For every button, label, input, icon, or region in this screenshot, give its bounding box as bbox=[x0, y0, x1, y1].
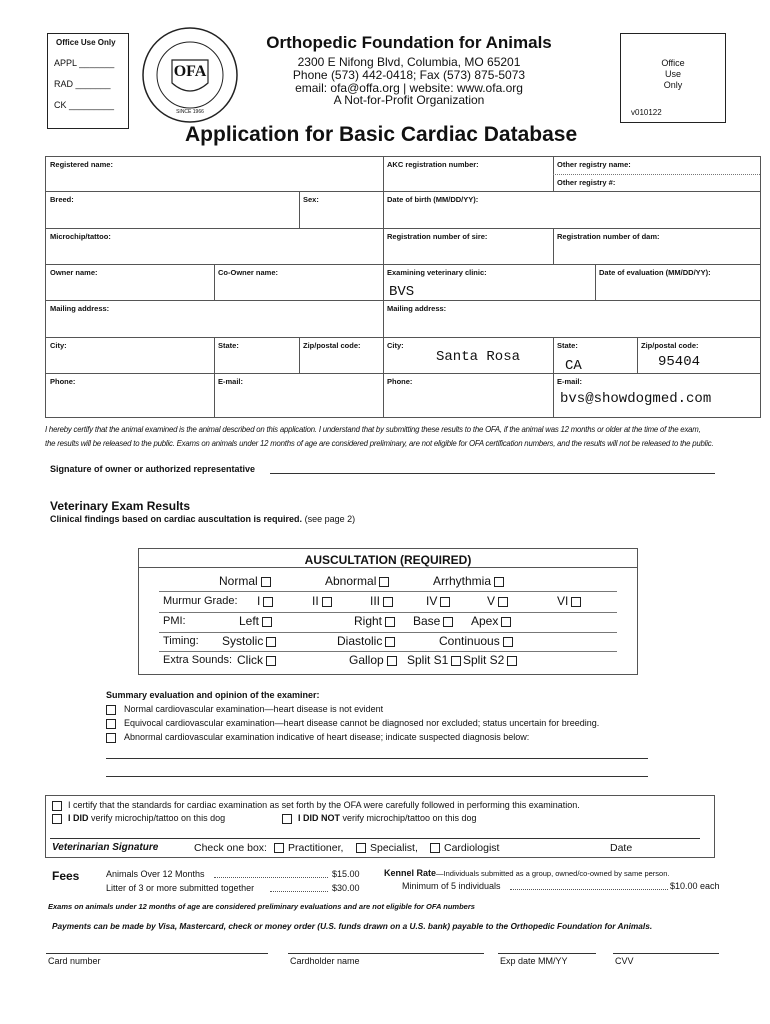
did-rest: verify microchip/tattoo on this dog bbox=[88, 813, 226, 823]
split-s2-option[interactable] bbox=[463, 653, 517, 667]
pmi-base-label: Base bbox=[413, 614, 441, 628]
other-registry-number-label[interactable]: Other registry #: bbox=[557, 178, 616, 187]
auscultation-title: AUSCULTATION (REQUIRED) bbox=[304, 553, 472, 567]
grade-label: IV bbox=[426, 594, 438, 608]
summary-option-normal[interactable] bbox=[106, 704, 383, 715]
continuous-option[interactable] bbox=[439, 634, 513, 648]
fees-heading: Fees bbox=[52, 869, 80, 883]
owner-email-label[interactable]: E-mail: bbox=[218, 377, 244, 386]
owner-state-label[interactable]: State: bbox=[218, 341, 239, 350]
grade-i-option[interactable] bbox=[257, 594, 273, 608]
date-label: Date bbox=[610, 842, 633, 854]
card-number-line[interactable] bbox=[46, 953, 268, 954]
diagnosis-line-1[interactable] bbox=[106, 758, 648, 759]
cvv-line[interactable] bbox=[613, 953, 719, 954]
pmi-base-checkbox[interactable] bbox=[443, 617, 453, 627]
org-address: 2300 E Nifong Blvd, Columbia, MO 65201 bbox=[297, 55, 521, 69]
pmi-label: PMI: bbox=[163, 615, 186, 627]
office-line3: Only bbox=[663, 80, 683, 90]
pmi-apex-option[interactable] bbox=[471, 614, 511, 628]
grade-label: III bbox=[370, 594, 381, 608]
cvv-label: CVV bbox=[615, 956, 634, 966]
did-label: I DID bbox=[68, 813, 89, 823]
vet-zip-value[interactable]: 95404 bbox=[658, 354, 701, 370]
vet-email-value[interactable]: bvs@showdogmed.com bbox=[560, 391, 712, 407]
summary-abnormal-label: Abnormal cardiovascular examination indicative of heart disease; indicate suspected diagnosis below: bbox=[124, 732, 530, 742]
split-s1-label: Split S1 bbox=[407, 653, 449, 667]
click-checkbox[interactable] bbox=[266, 656, 276, 666]
summary-option-equivocal[interactable] bbox=[106, 718, 599, 729]
summary-heading: Summary evaluation and opinion of the examiner: bbox=[106, 690, 320, 700]
normal-label: Normal bbox=[219, 574, 258, 588]
check-one-label: Check one box: bbox=[194, 842, 267, 854]
summary-option-abnormal[interactable] bbox=[106, 732, 529, 743]
kennel-min-label: Minimum of 5 individuals bbox=[402, 881, 501, 891]
gallop-option[interactable] bbox=[349, 653, 397, 667]
sex-label[interactable]: Sex: bbox=[303, 195, 319, 204]
grade-iii-option[interactable] bbox=[370, 594, 393, 608]
continuous-label: Continuous bbox=[439, 634, 500, 648]
breed-label[interactable]: Breed: bbox=[50, 195, 74, 204]
summary-normal-checkbox[interactable] bbox=[106, 705, 116, 715]
owner-city-label[interactable]: City: bbox=[50, 341, 67, 350]
timing-label: Timing: bbox=[163, 635, 199, 647]
eval-date-label[interactable]: Date of evaluation (MM/DD/YY): bbox=[599, 268, 711, 277]
kennel-min-price: $10.00 each bbox=[670, 881, 720, 891]
owner-certify-line2: the results will be released to the public. Exams on animals under 12 months of age are considered preliminary, are not eligible for OFA certification numbers, and the results will not be released to the public. bbox=[45, 439, 714, 448]
vet-signature-label: Veterinarian Signature bbox=[52, 842, 159, 853]
gallop-checkbox[interactable] bbox=[387, 656, 397, 666]
pmi-base-option[interactable] bbox=[413, 614, 453, 628]
grade-checkbox[interactable] bbox=[571, 597, 581, 607]
sire-registration-label[interactable]: Registration number of sire: bbox=[387, 232, 488, 241]
vet-certify-checkbox[interactable] bbox=[52, 801, 62, 811]
vet-results-heading: Veterinary Exam Results bbox=[50, 499, 191, 513]
grade-label: V bbox=[487, 594, 496, 608]
fee-litter-price: $30.00 bbox=[332, 883, 360, 893]
normal-checkbox[interactable] bbox=[261, 577, 271, 587]
fee-over12-label: Animals Over 12 Months bbox=[106, 869, 205, 879]
ck-field[interactable]: CK _________ bbox=[54, 100, 115, 110]
cardholder-line[interactable] bbox=[288, 953, 484, 954]
pmi-right-option[interactable] bbox=[354, 614, 395, 628]
vet-state-label[interactable]: State: bbox=[557, 341, 578, 350]
owner-signature-line[interactable] bbox=[270, 473, 715, 474]
cardiologist-checkbox[interactable] bbox=[430, 843, 440, 853]
cardholder-label: Cardholder name bbox=[290, 956, 360, 966]
vet-city-label[interactable]: City: bbox=[387, 341, 404, 350]
summary-equivocal-checkbox[interactable] bbox=[106, 719, 116, 729]
office-line2: Use bbox=[664, 69, 681, 79]
systolic-option[interactable] bbox=[222, 634, 276, 648]
akc-label[interactable]: AKC registration number: bbox=[387, 160, 479, 169]
systolic-checkbox[interactable] bbox=[266, 637, 276, 647]
org-phone: Phone (573) 442-0418; Fax (573) 875-5073 bbox=[292, 68, 526, 82]
vet-certify-label: I certify that the standards for cardiac examination as set forth by the OFA were carefully followed in performing this examination. bbox=[68, 800, 580, 810]
exp-date-label: Exp date MM/YY bbox=[500, 956, 568, 966]
diastolic-checkbox[interactable] bbox=[385, 637, 395, 647]
practitioner-label: Practitioner, bbox=[288, 842, 344, 854]
normal-option[interactable] bbox=[219, 574, 271, 588]
summary-equivocal-label: Equivocal cardiovascular examination—heart disease cannot be diagnosed nor excluded; status uncertain for breeding. bbox=[124, 718, 600, 728]
split-s2-checkbox[interactable] bbox=[507, 656, 517, 666]
grade-v-option[interactable] bbox=[487, 594, 508, 608]
kennel-rate bbox=[384, 868, 669, 878]
vet-email-label[interactable]: E-mail: bbox=[557, 377, 583, 386]
registration-form bbox=[45, 156, 761, 418]
murmur-grade-label: Murmur Grade: bbox=[163, 595, 238, 607]
specialist-checkbox[interactable] bbox=[356, 843, 366, 853]
grade-checkbox[interactable] bbox=[322, 597, 332, 607]
split-s1-checkbox[interactable] bbox=[451, 656, 461, 666]
click-option[interactable] bbox=[237, 653, 276, 667]
split-s2-label: Split S2 bbox=[463, 653, 505, 667]
cardiologist-option[interactable] bbox=[430, 842, 499, 854]
vet-phone-label[interactable]: Phone: bbox=[387, 377, 413, 386]
microchip-label[interactable]: Microchip/tattoo: bbox=[50, 232, 111, 241]
split-s1-option[interactable] bbox=[407, 653, 461, 667]
auscultation-box bbox=[138, 548, 638, 675]
vet-results-subheading bbox=[50, 514, 355, 524]
owner-name-label[interactable]: Owner name: bbox=[50, 268, 98, 277]
did-not-verify-option[interactable] bbox=[282, 813, 477, 824]
abnormal-checkbox[interactable] bbox=[379, 577, 389, 587]
vet-certify-option[interactable] bbox=[52, 800, 580, 811]
office-use-box-left bbox=[47, 33, 129, 129]
pmi-left-checkbox[interactable] bbox=[262, 617, 272, 627]
continuous-checkbox[interactable] bbox=[503, 637, 513, 647]
kennel-rate-label: Kennel Rate bbox=[384, 868, 437, 878]
fee-litter-label: Litter of 3 or more submitted together bbox=[106, 883, 255, 893]
fee-over12-price: $15.00 bbox=[332, 869, 360, 879]
diastolic-option[interactable] bbox=[337, 634, 395, 648]
abnormal-option[interactable] bbox=[325, 574, 389, 588]
page-title: Application for Basic Cardiac Database bbox=[185, 123, 578, 146]
cardiologist-label: Cardiologist bbox=[444, 842, 500, 854]
did-verify-checkbox[interactable] bbox=[52, 814, 62, 824]
practitioner-checkbox[interactable] bbox=[274, 843, 284, 853]
exp-date-line[interactable] bbox=[498, 953, 596, 954]
grade-iv-option[interactable] bbox=[426, 594, 450, 608]
abnormal-label: Abnormal bbox=[325, 574, 377, 588]
summary-abnormal-checkbox[interactable] bbox=[106, 733, 116, 743]
specialist-option[interactable] bbox=[356, 842, 418, 854]
vet-results-required: Clinical findings based on cardiac auscultation is required. bbox=[50, 514, 303, 524]
card-number-label: Card number bbox=[48, 956, 101, 966]
diagnosis-line-2[interactable] bbox=[106, 776, 648, 777]
dob-label[interactable]: Date of birth (MM/DD/YY): bbox=[387, 195, 479, 204]
grade-ii-option[interactable] bbox=[312, 594, 332, 608]
owner-phone-label[interactable]: Phone: bbox=[50, 377, 76, 386]
did-verify-option[interactable] bbox=[52, 813, 225, 824]
did-not-rest: verify microchip/tattoo on this dog bbox=[340, 813, 477, 823]
version-label: v010122 bbox=[631, 108, 662, 117]
payment-note: Payments can be made by Visa, Mastercard, check or money order (U.S. funds drawn on a U.S. bank) payable to the Orthopedic Foundation for Animals. bbox=[52, 921, 653, 931]
org-name: Orthopedic Foundation for Animals bbox=[266, 33, 552, 52]
arrhythmia-option[interactable] bbox=[433, 574, 504, 588]
grade-label: II bbox=[312, 594, 319, 608]
owner-zip-label[interactable]: Zip/postal code: bbox=[303, 341, 361, 350]
fees-note: Exams on animals under 12 months of age are considered preliminary evaluations and are not eligible for OFA numbers bbox=[48, 902, 475, 911]
pmi-right-label: Right bbox=[354, 614, 383, 628]
grade-checkbox[interactable] bbox=[263, 597, 273, 607]
vet-mailing-label[interactable]: Mailing address: bbox=[387, 304, 447, 313]
vet-zip-label[interactable]: Zip/postal code: bbox=[641, 341, 699, 350]
vet-certification-box bbox=[45, 795, 715, 858]
systolic-label: Systolic bbox=[222, 634, 264, 648]
pmi-left-label: Left bbox=[239, 614, 260, 628]
office-use-box-right bbox=[620, 33, 726, 123]
kennel-rate-desc: —Individuals submitted as a group, owned/co-owned by same person. bbox=[436, 869, 670, 878]
clinic-label[interactable]: Examining veterinary clinic: bbox=[387, 268, 487, 277]
pmi-apex-checkbox[interactable] bbox=[501, 617, 511, 627]
click-label: Click bbox=[237, 653, 263, 667]
owner-signature-label: Signature of owner or authorized representative bbox=[50, 464, 256, 474]
other-registry-name-label[interactable]: Other registry name: bbox=[557, 160, 631, 169]
rad-field[interactable]: RAD _______ bbox=[54, 79, 111, 89]
grade-checkbox[interactable] bbox=[383, 597, 393, 607]
owner-certify-line1: I hereby certify that the animal examined is the animal described on this application. I understand that by submitting these results to the OFA, if the animal was 12 months or older at the time of the exam, bbox=[45, 425, 701, 434]
gallop-label: Gallop bbox=[349, 653, 384, 667]
summary-normal-label: Normal cardiovascular examination—heart disease is not evident bbox=[124, 704, 384, 714]
extra-sounds-label: Extra Sounds: bbox=[163, 654, 233, 666]
arrhythmia-checkbox[interactable] bbox=[494, 577, 504, 587]
practitioner-option[interactable] bbox=[274, 842, 343, 854]
pmi-right-checkbox[interactable] bbox=[385, 617, 395, 627]
registered-name-label[interactable]: Registered name: bbox=[50, 160, 113, 169]
appl-field[interactable]: APPL _______ bbox=[54, 58, 115, 68]
diastolic-label: Diastolic bbox=[337, 634, 383, 648]
grade-label: I bbox=[257, 594, 261, 608]
did-not-verify-checkbox[interactable] bbox=[282, 814, 292, 824]
grade-label: VI bbox=[557, 594, 569, 608]
arrhythmia-label: Arrhythmia bbox=[433, 574, 492, 588]
vet-state-value[interactable]: CA bbox=[565, 358, 582, 374]
owner-mailing-label[interactable]: Mailing address: bbox=[50, 304, 110, 313]
pmi-left-option[interactable] bbox=[239, 614, 272, 628]
specialist-label: Specialist, bbox=[370, 842, 418, 854]
dam-registration-label[interactable]: Registration number of dam: bbox=[557, 232, 660, 241]
pmi-apex-label: Apex bbox=[471, 614, 499, 628]
see-page-note: (see page 2) bbox=[304, 514, 356, 524]
org-nonprofit: A Not-for-Profit Organization bbox=[333, 93, 485, 107]
grade-vi-option[interactable] bbox=[557, 594, 581, 608]
grade-checkbox[interactable] bbox=[440, 597, 450, 607]
office-use-title: Office Use Only bbox=[56, 38, 116, 47]
logo-since: SINCE 1966 bbox=[176, 109, 204, 115]
ofa-logo bbox=[140, 25, 240, 125]
logo-text: OFA bbox=[173, 63, 207, 80]
grade-checkbox[interactable] bbox=[498, 597, 508, 607]
office-line1: Office bbox=[661, 58, 685, 68]
co-owner-label[interactable]: Co-Owner name: bbox=[218, 268, 279, 277]
did-not-label: I DID NOT bbox=[298, 813, 340, 823]
clinic-value[interactable]: BVS bbox=[389, 284, 415, 300]
vet-city-value[interactable]: Santa Rosa bbox=[436, 349, 521, 365]
org-email: email: ofa@offa.org | website: www.ofa.org bbox=[295, 81, 523, 95]
